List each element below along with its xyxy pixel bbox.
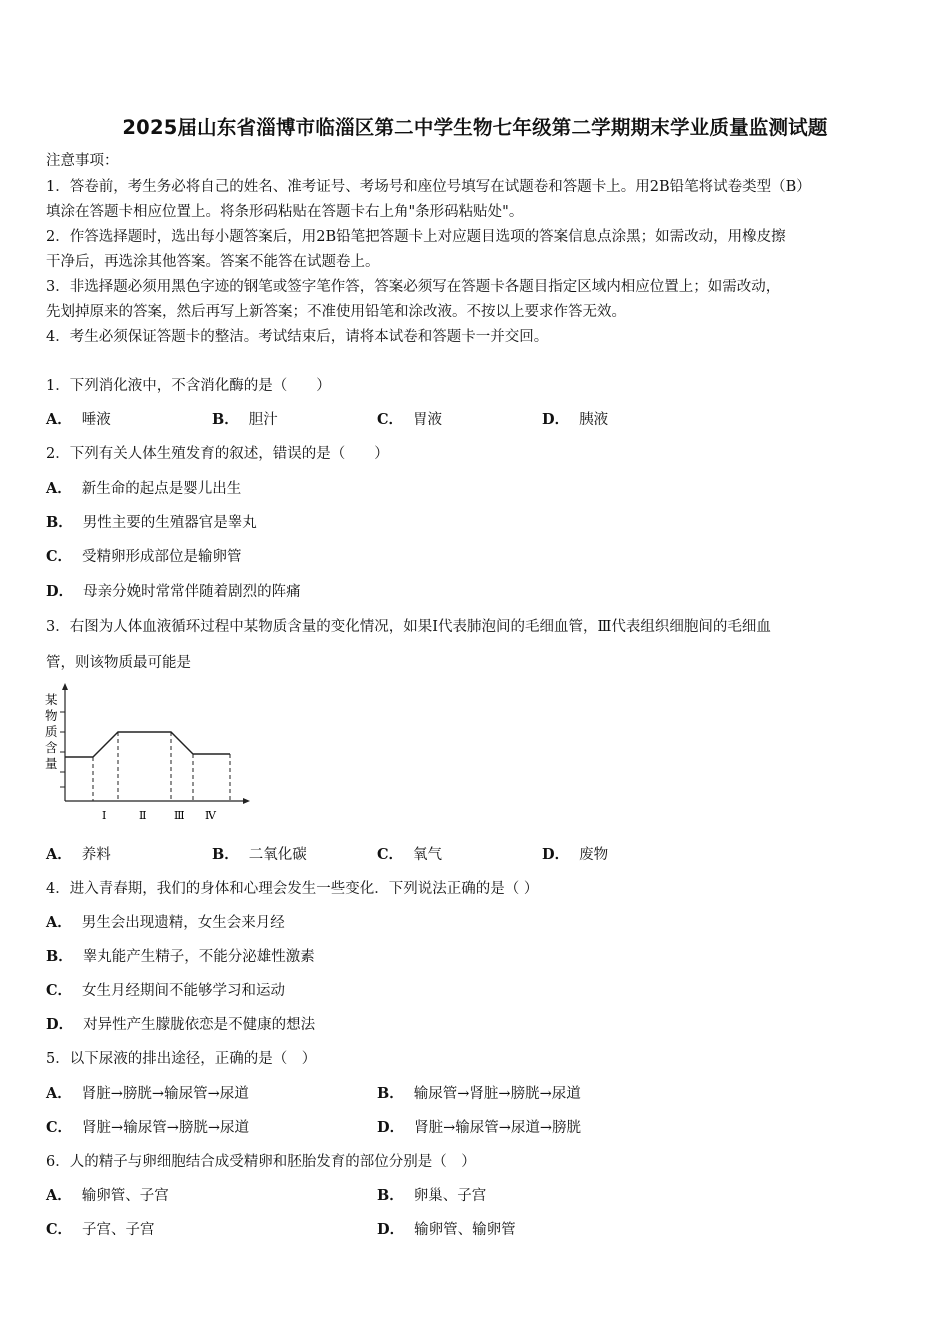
x-axis-arrow [243, 798, 250, 804]
x-tick-label: Ⅲ [174, 809, 185, 822]
option-text: 肾脏→输尿管→膀胱→尿道 [82, 1120, 249, 1136]
option-text: 输卵管、输卵管 [414, 1222, 516, 1238]
notice-line: 4．考生必须保证答题卡的整洁。考试结束后，请将本试卷和答题卡一并交回。 [46, 329, 549, 345]
y-title-char: 质 [45, 724, 58, 739]
y-title-char: 量 [45, 756, 58, 771]
y-axis-arrow [62, 683, 68, 690]
option-text: 母亲分娩时常常伴随着剧烈的阵痛 [83, 584, 301, 600]
option-text: 胰液 [579, 412, 609, 428]
option-letter: C． [46, 982, 73, 999]
option-text: 胆汁 [248, 412, 278, 428]
option-letter: D． [377, 1119, 405, 1136]
option-letter: C． [377, 411, 404, 428]
q1-option-d[interactable] [542, 410, 608, 430]
option-letter: B． [212, 846, 239, 863]
option-letter: D． [46, 1016, 74, 1033]
q4-option-b[interactable] [46, 947, 315, 967]
notice-line: 先划掉原来的答案，然后再写上新答案；不准使用铅笔和涂改液。不按以上要求作答无效。 [46, 304, 626, 320]
option-letter: C． [46, 1221, 73, 1238]
option-text: 输尿管→肾脏→膀胱→尿道 [413, 1086, 581, 1102]
option-text: 男性主要的生殖器官是睾丸 [82, 515, 257, 531]
q4-option-c[interactable] [46, 981, 285, 1001]
y-title-char: 含 [45, 740, 58, 755]
option-letter: C． [377, 846, 404, 863]
notice-line: 1．答卷前，考生务必将自己的姓名、准考证号、考场号和座位号填写在试题卷和答题卡上。用2B铅笔将试卷类型（B） [46, 179, 811, 195]
option-letter: B． [212, 411, 239, 428]
y-title-char: 物 [45, 708, 58, 723]
notice-line: 2．作答选择题时，选出每小题答案后，用2B铅笔把答题卡上对应题目选项的答案信息点涂黑；如需改动，用橡皮擦 [46, 229, 786, 245]
q1-option-a[interactable] [46, 410, 111, 430]
option-text: 肾脏→膀胱→输尿管→尿道 [81, 1086, 249, 1102]
q5-option-c[interactable] [46, 1118, 249, 1138]
option-letter: D． [542, 846, 570, 863]
option-text: 子宫、子宫 [82, 1222, 155, 1238]
option-text: 受精卵形成部位是输卵管 [82, 549, 242, 565]
option-letter: A． [46, 914, 72, 931]
q2-option-a[interactable] [46, 479, 241, 499]
question-3-stem-cont: 管，则该物质最可能是 [46, 655, 191, 671]
option-text: 输卵管、子宫 [81, 1188, 169, 1204]
y-title-char: 某 [45, 692, 58, 707]
option-text: 养料 [81, 847, 111, 863]
option-letter: B． [46, 948, 73, 965]
option-letter: C． [46, 1119, 73, 1136]
question-3-stem: 3．右图为人体血液循环过程中某物质含量的变化情况，如果Ⅰ代表肺泡间的毛细血管，Ⅲ代表组织细胞间的毛细血 [46, 619, 771, 635]
notice-heading: 注意事项： [46, 153, 119, 169]
q6-option-b[interactable] [377, 1186, 486, 1206]
q6-option-c[interactable] [46, 1220, 155, 1240]
option-text: 二氧化碳 [248, 847, 307, 863]
option-text: 新生命的起点是婴儿出生 [81, 481, 242, 497]
question-4-stem: 4．进入青春期，我们的身体和心理会发生一些变化．下列说法正确的是（ ） [46, 881, 539, 897]
option-letter: A． [46, 411, 72, 428]
q5-option-d[interactable] [377, 1118, 581, 1138]
q5-option-a[interactable] [46, 1084, 249, 1104]
option-letter: A． [46, 846, 72, 863]
option-text: 废物 [579, 847, 609, 863]
q4-option-d[interactable] [46, 1015, 315, 1035]
option-letter: B． [377, 1085, 404, 1102]
option-text: 胃液 [413, 412, 443, 428]
option-letter: D． [46, 583, 74, 600]
substance-level-chart [40, 682, 260, 828]
question-6-stem: 6．人的精子与卵细胞结合成受精卵和胚胎发育的部位分别是（ ） [46, 1154, 476, 1170]
option-text: 睾丸能产生精子，不能分泌雄性激素 [82, 949, 315, 965]
q3-option-a[interactable] [46, 845, 111, 865]
q4-option-a[interactable] [46, 913, 285, 933]
q3-option-d[interactable] [542, 845, 608, 865]
option-letter: B． [46, 514, 73, 531]
question-1-stem: 1．下列消化液中，不含消化酶的是（ ） [46, 378, 331, 394]
option-letter: D． [377, 1221, 405, 1238]
option-text: 氧气 [413, 847, 443, 863]
option-text: 唾液 [81, 412, 111, 428]
option-letter: B． [377, 1187, 404, 1204]
option-text: 女生月经期间不能够学习和运动 [82, 983, 286, 999]
notice-line: 3．非选择题必须用黑色字迹的钢笔或签字笔作答，答案必须写在答题卡各题目指定区域内相应位置上；如需改动， [46, 279, 781, 295]
q3-option-b[interactable] [212, 845, 307, 865]
option-text: 对异性产生朦胧依恋是不健康的想法 [83, 1017, 316, 1033]
option-letter: A． [46, 1187, 72, 1204]
page-title: 2025届山东省淄博市临淄区第二中学生物七年级第二学期期末学业质量监测试题 [122, 116, 828, 139]
question-2-stem: 2．下列有关人体生殖发育的叙述，错误的是（ ） [46, 446, 389, 462]
q6-option-a[interactable] [46, 1186, 169, 1206]
q5-option-b[interactable] [377, 1084, 581, 1104]
option-letter: D． [542, 411, 570, 428]
notice-line: 填涂在答题卡相应位置上。将条形码粘贴在答题卡右上角"条形码粘贴处"。 [46, 204, 524, 220]
q6-option-d[interactable] [377, 1220, 516, 1240]
option-letter: A． [46, 480, 72, 497]
question-5-stem: 5．以下尿液的排出途径，正确的是（ ） [46, 1051, 317, 1067]
x-tick-label: Ⅱ [139, 809, 147, 822]
x-tick-label: Ⅰ [102, 809, 107, 822]
option-text: 肾脏→输尿管→尿道→膀胱 [414, 1120, 582, 1136]
q2-option-c[interactable] [46, 547, 242, 567]
option-letter: C． [46, 548, 73, 565]
q2-option-d[interactable] [46, 582, 301, 602]
q3-option-c[interactable] [377, 845, 442, 865]
option-text: 卵巢、子宫 [413, 1188, 487, 1204]
notice-line: 干净后，再选涂其他答案。答案不能答在试题卷上。 [46, 254, 380, 270]
option-text: 男生会出现遗精，女生会来月经 [81, 915, 285, 931]
content-curve [65, 732, 230, 757]
q2-option-b[interactable] [46, 513, 257, 533]
x-tick-label: Ⅳ [205, 809, 216, 822]
option-letter: A． [46, 1085, 72, 1102]
q1-option-b[interactable] [212, 410, 278, 430]
q3-figure [40, 682, 260, 828]
q1-option-c[interactable] [377, 410, 442, 430]
